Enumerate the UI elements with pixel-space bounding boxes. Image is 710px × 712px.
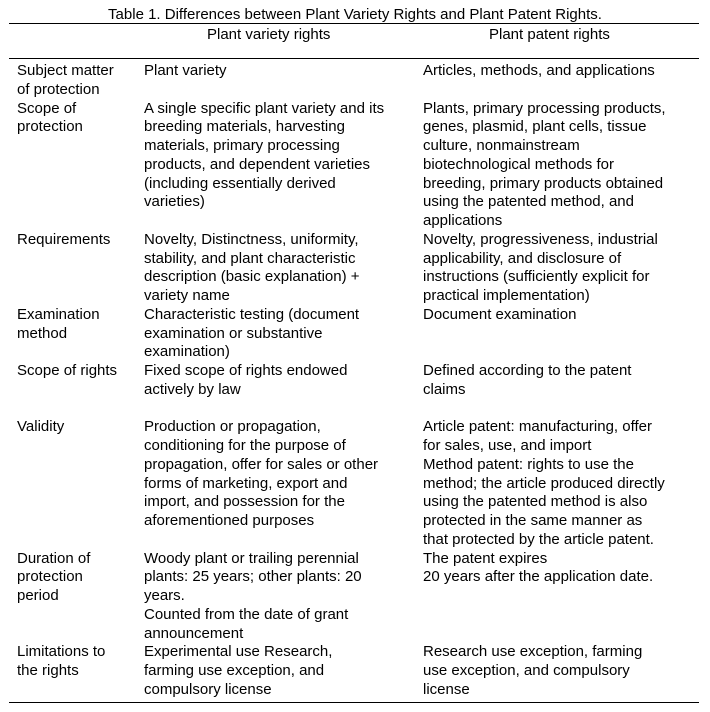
variety-cell: Production or propagation, conditioning for the purpose of propagation, offer for sales or other forms of marketing, export and import, and possession for the aforementioned purposes xyxy=(144,418,379,529)
patent-cell: Articles, methods, and applications xyxy=(423,62,655,79)
variety-cell: Experimental use Research, farming use exception, and compulsory license xyxy=(144,643,333,698)
criterion-cell: Limitations to the rights xyxy=(17,643,106,679)
table-row xyxy=(0,306,710,362)
table-title: Table 1. Differences between Plant Variety Rights and Plant Patent Rights. xyxy=(108,6,602,23)
table-header-row xyxy=(0,24,710,48)
table-body xyxy=(0,62,710,700)
table-row xyxy=(0,362,710,400)
column-header-variety: Plant variety rights xyxy=(207,26,331,43)
bottom-rule xyxy=(9,702,699,703)
patent-cell: Research use exception, farming use exception, and compulsory license xyxy=(423,643,643,698)
criterion-cell: Scope of rights xyxy=(17,362,118,379)
criterion-cell: Validity xyxy=(17,418,65,436)
table-row xyxy=(0,550,710,644)
table-row xyxy=(0,400,710,550)
criterion-cell: Scope of protection xyxy=(17,99,83,136)
criterion-cell: Examination method xyxy=(17,305,100,342)
criterion-cell: Requirements xyxy=(17,230,111,248)
variety-cell: Fixed scope of rights endowed actively by law xyxy=(144,362,348,398)
patent-cell: Defined according to the patent claims xyxy=(423,362,632,398)
variety-cell: Plant variety xyxy=(144,62,227,79)
variety-cell: A single specific plant variety and its breeding materials, harvesting materials, primary processing products, and dependent varieties (including essentially derived varieties) xyxy=(144,99,385,211)
table-row xyxy=(0,643,710,699)
variety-cell: Novelty, Distinctness, uniformity, stability, and plant characteristic description (basic explanation) + variety name xyxy=(144,230,360,304)
variety-cell: Woody plant or trailing perennial plants: 25 years; other plants: 20 years. Counted from the date of grant announcement xyxy=(144,549,362,642)
patent-cell: The patent expires 20 years after the application date. xyxy=(423,549,654,586)
criterion-cell: Duration of protection period xyxy=(17,549,91,604)
patent-cell: Document examination xyxy=(423,305,577,323)
patent-cell: Plants, primary processing products, genes, plasmid, plant cells, tissue culture, nonmainstream biotechnological methods for breeding, primary products obtained using the patented method, and applications xyxy=(423,99,666,229)
table-row xyxy=(0,231,710,306)
table-row xyxy=(0,100,710,231)
patent-cell: Novelty, progressiveness, industrial applicability, and disclosure of instructions (sufficiently explicit for practical implementation) xyxy=(423,230,658,304)
table-row xyxy=(0,62,710,100)
column-header-patent: Plant patent rights xyxy=(489,26,610,43)
variety-cell: Characteristic testing (document examination or substantive examination) xyxy=(144,305,360,361)
header-rule xyxy=(9,58,699,59)
criterion-cell: Subject matter of protection xyxy=(17,62,114,98)
patent-cell: Article patent: manufacturing, offer for sales, use, and import Method patent: rights to use the method; the article produced directly using the patented method is also protected in the same manner as that protected by the article patent. xyxy=(423,418,665,548)
